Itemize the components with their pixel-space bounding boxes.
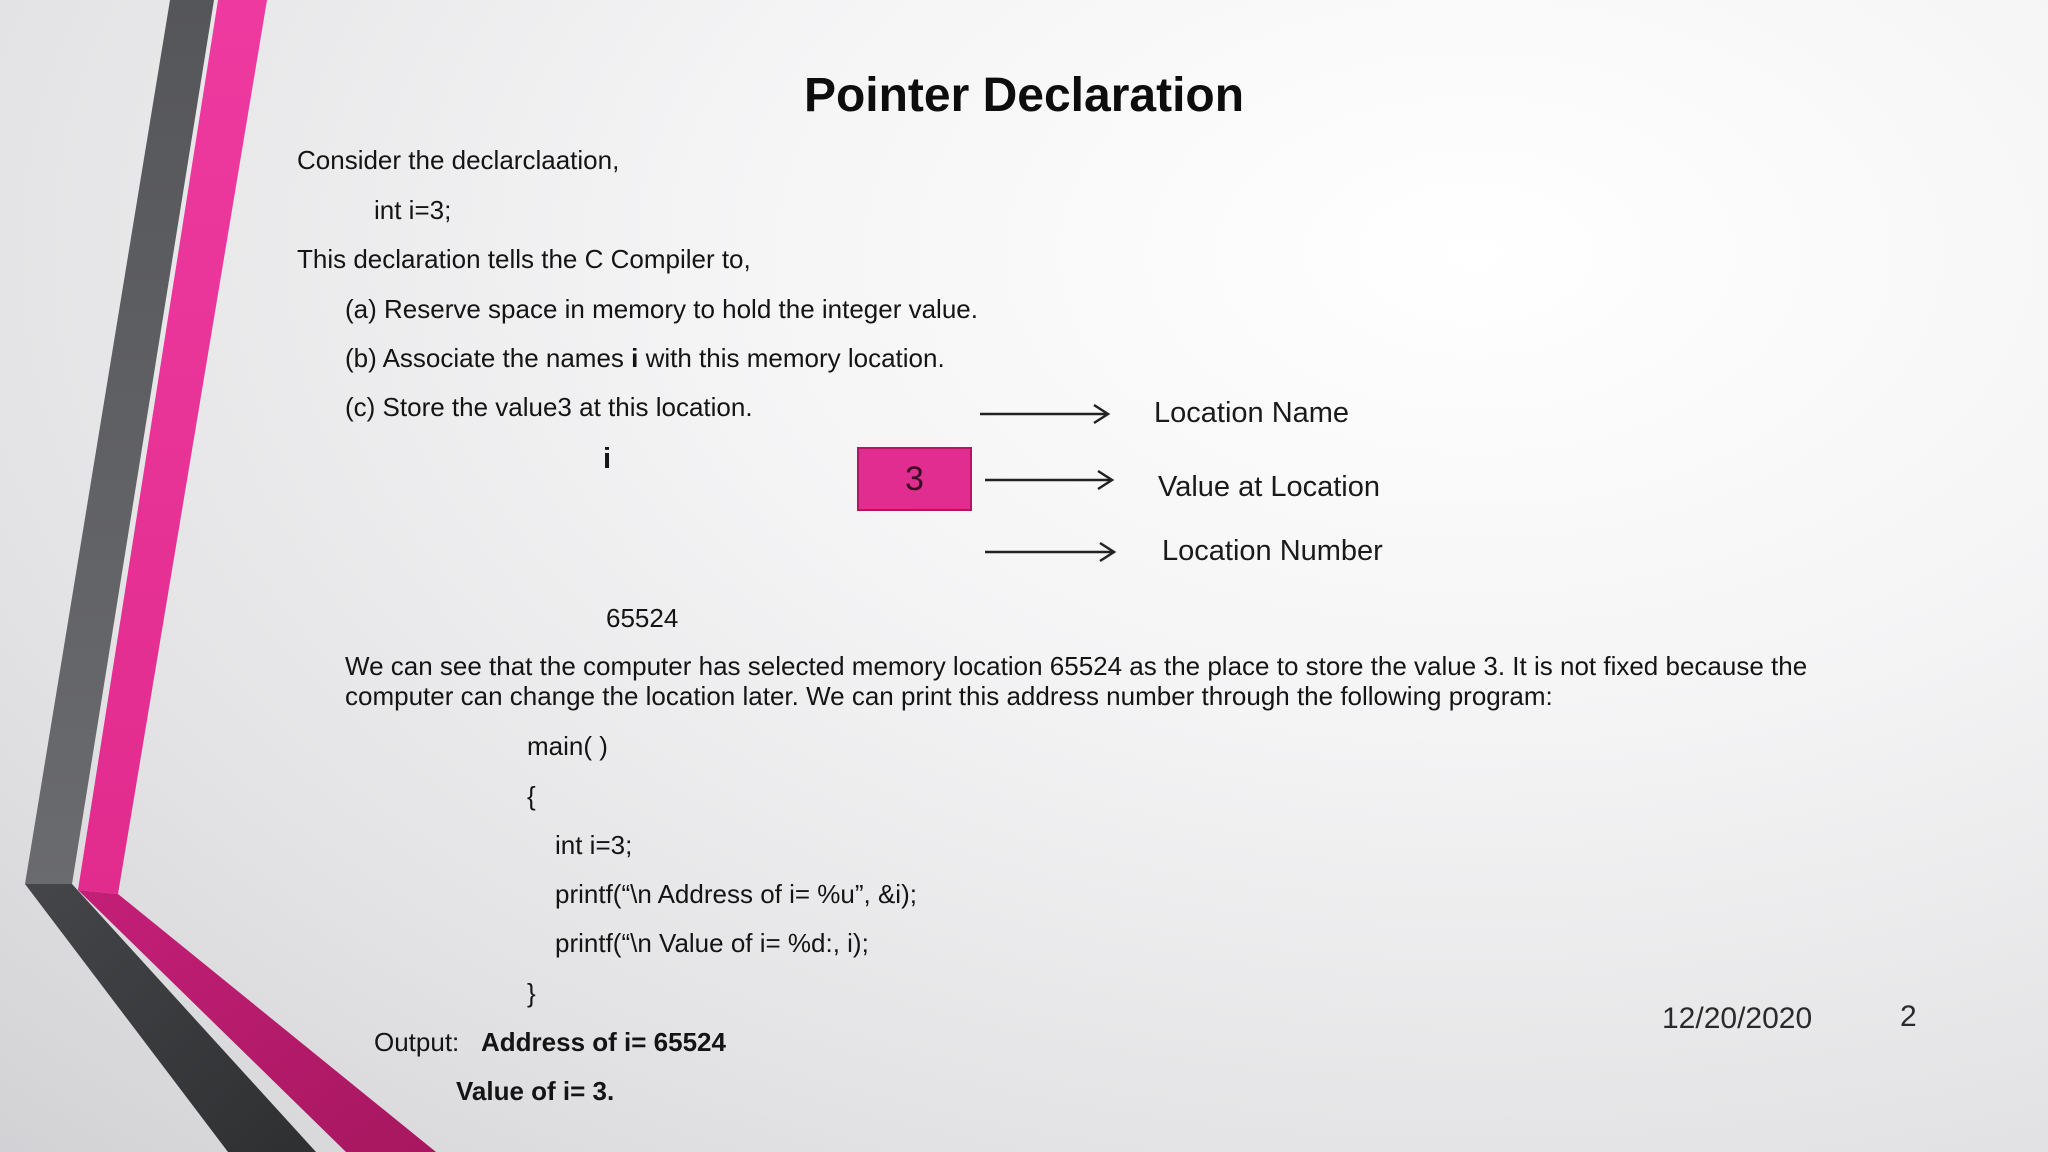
output-label: Output: — [374, 1027, 460, 1057]
code-line-int: int i=3; — [555, 830, 633, 860]
step-c: (c) Store the value3 at this location. — [345, 392, 753, 422]
output-line-value: Value of i= 3. — [456, 1076, 615, 1106]
step-b-before: (b) Associate the names — [345, 343, 632, 373]
compiler-intro-text: This declaration tells the C Compiler to, — [297, 244, 751, 274]
explanation-paragraph: We can see that the computer has selected memory location 65524 as the place to store the value 3. It is not fixed because the computer can change the location later. We can print this address number through the following program: — [345, 651, 1808, 711]
arrow-location-name — [980, 405, 1108, 423]
slide-date: 12/20/2020 — [1662, 1002, 1813, 1035]
variable-name-label: i — [603, 443, 612, 475]
memory-value-box: 3 — [857, 447, 972, 511]
gray-stripe-lower — [25, 884, 316, 1152]
step-b — [345, 342, 945, 374]
arrow-location-number — [985, 543, 1114, 561]
code-line-printf-address: printf(“\n Address of i= %u”, &i); — [555, 879, 917, 909]
location-number-label: Location Number — [1162, 535, 1383, 567]
code-line-printf-value: printf(“\n Value of i= %d:, i); — [555, 928, 869, 958]
step-a: (a) Reserve space in memory to hold the integer value. — [345, 294, 978, 324]
output-line-address: Address of i= 65524 — [481, 1027, 726, 1057]
slide-title: Pointer Declaration — [803, 69, 1245, 122]
code-line-close-brace: } — [527, 978, 536, 1008]
declaration-code: int i=3; — [374, 195, 452, 225]
intro-text: Consider the declarclaation, — [297, 145, 620, 175]
location-name-label: Location Name — [1154, 397, 1350, 429]
code-line-open-brace: { — [527, 781, 536, 811]
arrow-value-at-location — [985, 471, 1112, 489]
step-b-after: with this memory location. — [638, 343, 945, 373]
slide-number: 2 — [1900, 1000, 1917, 1033]
value-at-location-label: Value at Location — [1158, 471, 1380, 503]
code-line-main: main( ) — [527, 731, 608, 761]
address-label: 65524 — [606, 603, 679, 633]
step-b-variable: i — [631, 343, 639, 373]
